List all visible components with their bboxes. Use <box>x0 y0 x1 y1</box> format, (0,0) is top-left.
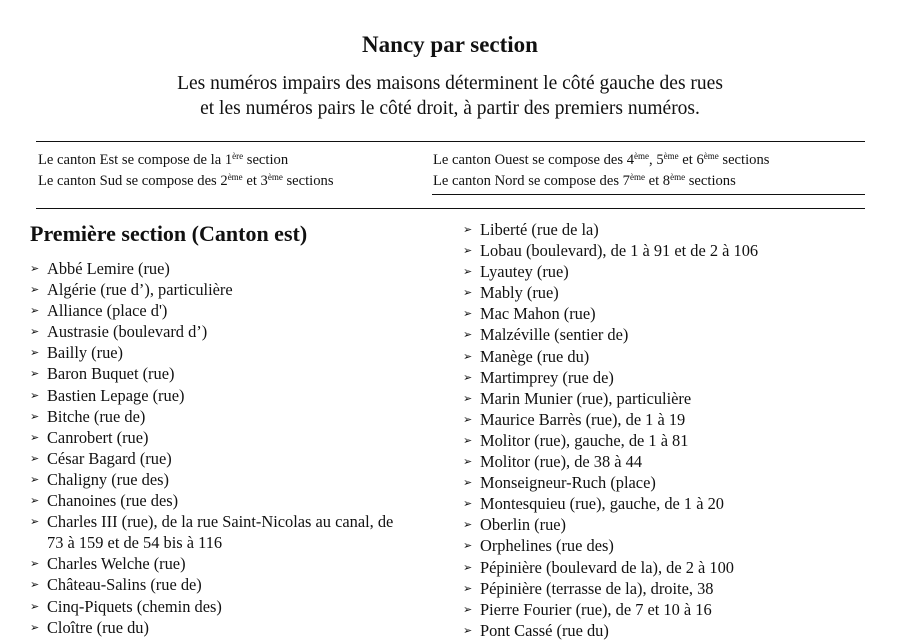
street-name: César Bagard (rue) <box>47 448 172 468</box>
street-name: Charles Welche (rue) <box>47 554 186 574</box>
arrow-bullet-icon: ➢ <box>463 455 473 469</box>
street-item <box>463 219 883 240</box>
street-name: Pépinière (terrasse de la), droite, 38 <box>480 578 714 598</box>
arrow-bullet-icon: ➢ <box>30 283 40 297</box>
street-item <box>30 448 440 469</box>
page-title: Nancy par section <box>362 32 538 57</box>
street-name: Château-Salins (rue de) <box>47 575 202 595</box>
street-item <box>30 300 440 321</box>
street-name: Liberté (rue de la) <box>480 220 599 239</box>
street-item <box>463 451 883 472</box>
street-name: Cinq-Piquets (chemin des) <box>47 596 222 616</box>
street-item <box>30 342 440 363</box>
arrow-bullet-icon: ➢ <box>463 518 473 532</box>
street-item <box>30 258 440 279</box>
street-name: Pont Cassé (rue du) <box>480 620 609 640</box>
arrow-bullet-icon: ➢ <box>463 286 473 300</box>
street-item <box>463 324 883 345</box>
arrow-bullet-icon: ➢ <box>463 539 473 553</box>
arrow-bullet-icon: ➢ <box>463 223 473 236</box>
canton-right-divider <box>432 194 865 195</box>
street-item <box>463 557 883 578</box>
street-item <box>30 427 440 448</box>
street-name: Mac Mahon (rue) <box>480 304 596 324</box>
street-name: Pierre Fourier (rue), de 7 et 10 à 16 <box>480 599 712 619</box>
street-name: Lyautey (rue) <box>480 262 569 282</box>
street-name: Bastien Lepage (rue) <box>47 385 185 405</box>
street-item <box>30 553 440 574</box>
street-name: Alliance (place d') <box>47 301 168 321</box>
arrow-bullet-icon: ➢ <box>30 557 40 571</box>
canton-nord-line: Le canton Nord se compose des 7ème et 8ème sections <box>433 172 736 189</box>
arrow-bullet-icon: ➢ <box>463 307 473 321</box>
street-name: Abbé Lemire (rue) <box>47 259 170 278</box>
arrow-bullet-icon: ➢ <box>30 430 40 444</box>
street-item <box>463 240 883 261</box>
arrow-bullet-icon: ➢ <box>30 367 40 381</box>
arrow-bullet-icon: ➢ <box>30 472 40 486</box>
arrow-bullet-icon: ➢ <box>463 265 473 279</box>
street-name: Baron Buquet (rue) <box>47 364 175 384</box>
arrow-bullet-icon: ➢ <box>30 346 40 360</box>
street-item <box>463 599 883 620</box>
street-item <box>30 385 440 406</box>
top-divider <box>36 141 865 142</box>
street-item <box>463 409 883 430</box>
street-name: Algérie (rue d’), particulière <box>47 280 233 300</box>
street-name: Mably (rue) <box>480 283 559 303</box>
arrow-bullet-icon: ➢ <box>30 409 40 423</box>
arrow-bullet-icon: ➢ <box>463 328 473 342</box>
street-name: Austrasie (boulevard d’) <box>47 322 208 342</box>
arrow-bullet-icon: ➢ <box>30 388 40 402</box>
street-item <box>463 514 883 535</box>
street-name: Lobau (boulevard), de 1 à 91 et de 2 à 106 <box>480 241 759 261</box>
street-list-right <box>463 219 883 641</box>
street-item <box>30 363 440 384</box>
street-name: 73 à 159 et de 54 bis à 116 <box>47 533 223 553</box>
arrow-bullet-icon: ➢ <box>463 581 473 595</box>
street-name: Marin Munier (rue), particulière <box>480 388 692 408</box>
street-item <box>463 261 883 282</box>
street-item <box>463 472 883 493</box>
street-name: Chanoines (rue des) <box>47 491 179 511</box>
street-name: Chaligny (rue des) <box>47 469 169 489</box>
arrow-bullet-icon: ➢ <box>30 578 40 592</box>
street-item <box>463 578 883 599</box>
street-item <box>30 511 440 532</box>
canton-sud-line: Le canton Sud se compose des 2ème et 3ème sections <box>38 172 334 189</box>
arrow-bullet-icon: ➢ <box>463 391 473 405</box>
street-name: Bailly (rue) <box>47 343 124 363</box>
arrow-bullet-icon: ➢ <box>463 560 473 574</box>
street-name: Martimprey (rue de) <box>480 367 614 387</box>
street-item <box>463 620 883 641</box>
street-name: Pépinière (boulevard de la), de 2 à 100 <box>480 557 734 577</box>
street-name: Malzéville (sentier de) <box>480 325 629 345</box>
arrow-bullet-icon: ➢ <box>463 602 473 616</box>
arrow-bullet-icon: ➢ <box>30 620 40 634</box>
street-item <box>30 490 440 511</box>
street-name: Manège (rue du) <box>480 346 590 366</box>
arrow-bullet-icon: ➢ <box>463 476 473 490</box>
arrow-bullet-icon: ➢ <box>30 325 40 339</box>
street-item <box>463 388 883 409</box>
section-divider <box>36 208 865 209</box>
street-item <box>463 367 883 388</box>
street-name: Maurice Barrès (rue), de 1 à 19 <box>480 409 686 429</box>
street-item <box>463 430 883 451</box>
street-name: Orphelines (rue des) <box>480 536 614 556</box>
street-list-left <box>30 258 440 638</box>
canton-ouest-line: Le canton Ouest se compose des 4ème, 5ème et 6ème sections <box>433 151 770 168</box>
street-name: Molitor (rue), de 38 à 44 <box>480 452 643 472</box>
street-item <box>30 532 440 553</box>
subtitle-line-2: et les numéros pairs le côté droit, à partir des premiers numéros. <box>200 98 700 119</box>
street-item <box>463 303 883 324</box>
arrow-bullet-icon: ➢ <box>30 599 40 613</box>
arrow-bullet-icon: ➢ <box>30 451 40 465</box>
street-name: Bitche (rue de) <box>47 406 146 426</box>
street-name: Canrobert (rue) <box>47 427 149 447</box>
street-item <box>30 596 440 617</box>
street-item <box>463 493 883 514</box>
street-item <box>30 574 440 595</box>
street-item <box>30 406 440 427</box>
street-name: Molitor (rue), gauche, de 1 à 81 <box>480 430 689 450</box>
street-name: Cloître (rue du) <box>47 617 149 637</box>
arrow-bullet-icon: ➢ <box>463 497 473 511</box>
section-title: Première section (Canton est) <box>30 221 308 246</box>
street-item <box>463 282 883 303</box>
arrow-bullet-icon: ➢ <box>30 262 40 275</box>
street-item <box>463 346 883 367</box>
street-item <box>463 535 883 556</box>
arrow-bullet-icon: ➢ <box>30 494 40 508</box>
canton-est-line: Le canton Est se compose de la 1ère section <box>38 151 289 168</box>
street-item <box>30 279 440 300</box>
arrow-bullet-icon: ➢ <box>463 623 473 637</box>
street-name: Monseigneur-Ruch (place) <box>480 473 656 493</box>
arrow-bullet-icon: ➢ <box>463 412 473 426</box>
street-name: Montesquieu (rue), gauche, de 1 à 20 <box>480 494 724 514</box>
arrow-bullet-icon: ➢ <box>463 349 473 363</box>
arrow-bullet-icon: ➢ <box>463 433 473 447</box>
arrow-bullet-icon: ➢ <box>463 370 473 384</box>
subtitle-line-1: Les numéros impairs des maisons déterminent le côté gauche des rues <box>177 73 723 94</box>
street-name: Oberlin (rue) <box>480 515 567 535</box>
arrow-bullet-icon: ➢ <box>30 515 40 529</box>
street-name: Charles III (rue), de la rue Saint-Nicolas au canal, de <box>47 512 394 532</box>
arrow-bullet-icon: ➢ <box>30 304 40 318</box>
street-item <box>30 321 440 342</box>
street-item <box>30 469 440 490</box>
arrow-bullet-icon: ➢ <box>463 244 473 258</box>
